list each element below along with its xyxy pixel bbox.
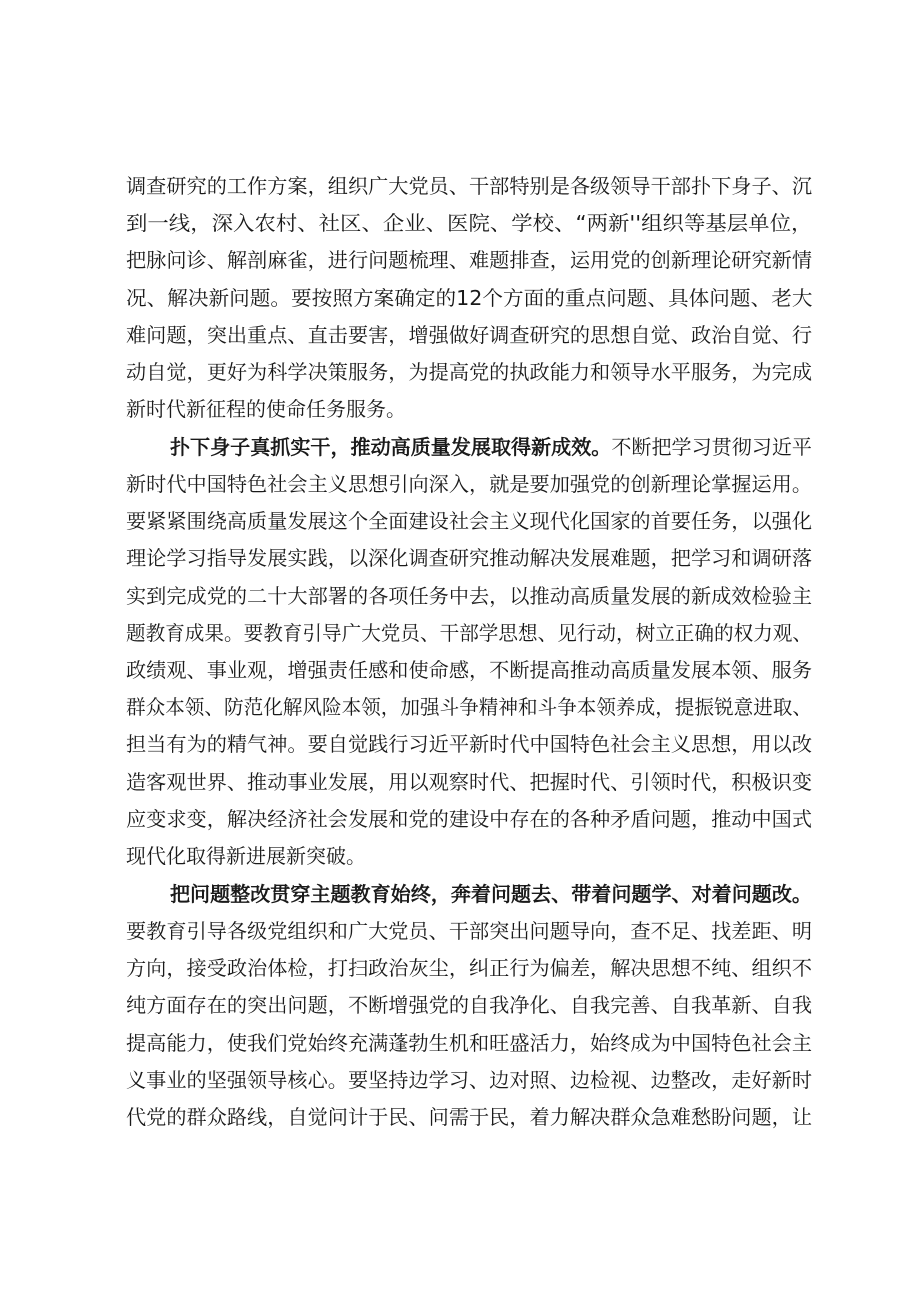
- text-line: 难问题，突出重点、直击要害，增强做好调查研究的思想自觉、政治自觉、行: [126, 323, 812, 347]
- text-line: 义事业的坚强领导核心。要坚持边学习、边对照、边检视、边整改，走好新时: [126, 1068, 812, 1092]
- text-line: 提高能力，使我们党始终充满蓬勃生机和旺盛活力，始终成为中国特色社会主: [126, 1031, 812, 1055]
- text-line: 把脉问诊、解剖麻雀，进行问题梳理、难题排查，运用党的创新理论研究新情: [126, 248, 812, 272]
- text-line: 造客观世界、推动事业发展，用以观察时代、把握时代、引领时代，积极识变: [126, 770, 812, 794]
- text-line: 代党的群众路线，自觉问计于民、问需于民，着力解决群众急难愁盼问题，让: [126, 1105, 812, 1129]
- text-line: 到一线，深入农村、社区、企业、医院、学校、“两新''组织等基层单位，: [126, 211, 813, 235]
- text-line: 纯方面存在的突出问题，不断增强党的自我净化、自我完善、自我革新、自我: [126, 993, 812, 1017]
- text-line: 要教育引导各级党组织和广大党员、干部突出问题导向，查不足、找差距、明: [126, 919, 812, 943]
- text-line: 动自觉，更好为科学决策服务，为提高党的执政能力和领导水平服务，为完成: [126, 360, 812, 384]
- text-line: 况、解决新问题。要按照方案确定的12个方面的重点问题、具体问题、老大: [126, 286, 813, 310]
- text-line: 新时代新征程的使命任务服务。: [126, 397, 406, 421]
- text-line: 现代化取得新进展新突破。: [126, 844, 366, 868]
- paragraph-heading: 把问题整改贯穿主题教育始终，奔着问题去、带着问题学、对着问题改。: [170, 882, 812, 906]
- text-line: 新时代中国特色社会主义思想引向深入，就是要加强党的创新理论掌握运用。: [126, 472, 812, 496]
- text-line: 群众本领、防范化解风险本领，加强斗争精神和斗争本领养成，提振锐意进取、: [126, 695, 812, 719]
- paragraph-first-line: [170, 437, 812, 457]
- paragraph-heading: 扑下身子真抓实干，推动高质量发展取得新成效。: [170, 435, 612, 459]
- text-line: 实到完成党的二十大部署的各项任务中去，以推动高质量发展的新成效检验主: [126, 584, 812, 608]
- text-line: 政绩观、事业观，增强责任感和使命感，不断提高推动高质量发展本领、服务: [126, 658, 812, 682]
- text-line: 题教育成果。要教育引导广大党员、干部学思想、见行动，树立正确的权力观、: [126, 621, 812, 645]
- text-line: 担当有为的精气神。要自觉践行习近平新时代中国特色社会主义思想，用以改: [126, 732, 812, 756]
- text-line: 要紧紧围绕高质量发展这个全面建设社会主义现代化国家的首要任务，以强化: [126, 509, 812, 533]
- text-line: 理论学习指导发展实践，以深化调查研究推动解决发展难题，把学习和调研落: [126, 546, 812, 570]
- text-line: 方向，接受政治体检，打扫政治灰尘，纠正行为偏差，解决思想不纯、组织不: [126, 956, 812, 980]
- paragraph-heading-rest: 不断把学习贯彻习近平: [611, 435, 812, 459]
- paragraph-first-line: [170, 884, 812, 904]
- text-line: 调查研究的工作方案，组织广大党员、干部特别是各级领导干部扑下身子、沉: [126, 174, 812, 198]
- text-line: 应变求变，解决经济社会发展和党的建设中存在的各种矛盾问题，推动中国式: [126, 807, 812, 831]
